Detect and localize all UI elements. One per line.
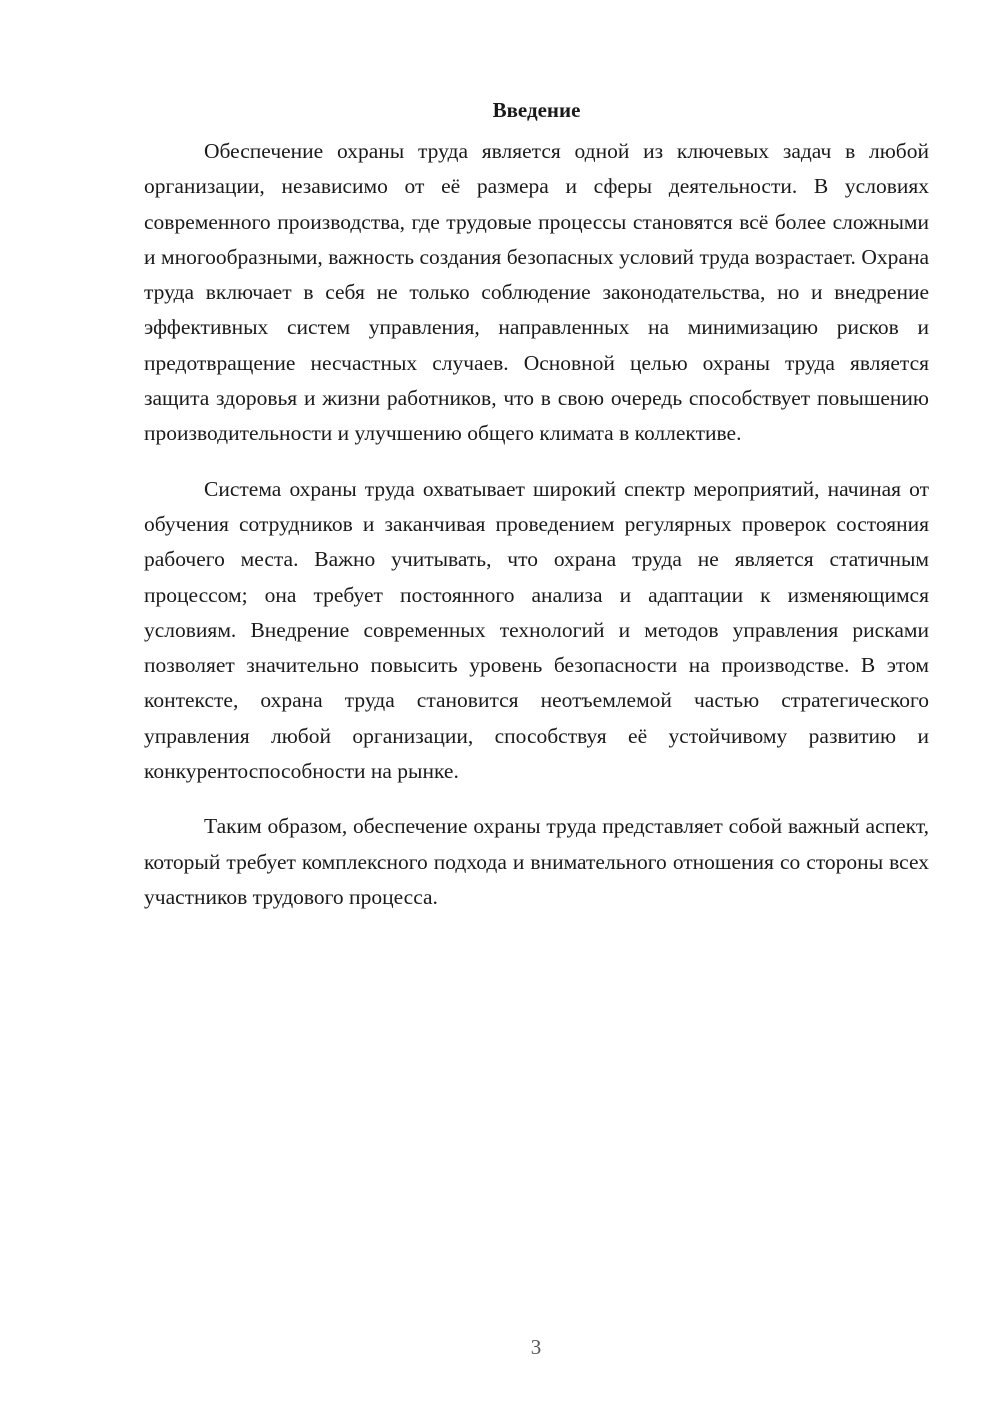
- paragraph-3: Таким образом, обеспечение охраны труда представляет собой важный аспект, который требует комплексного подхода и внимательного отношения со стороны всех участников трудового процесса.: [144, 814, 929, 909]
- section-heading: Введение: [492, 98, 581, 122]
- paragraph-1: Обеспечение охраны труда является одной из ключевых задач в любой организации, независимо от её размера и сферы деятельности. В условиях современного производства, где трудовые процессы становятся всё более сложными и многообразными, важность создания безопасных условий труда возрастает. Охрана труда включает в себя не только соблюдение законодательства, но и внедрение эффективных систем управления, направленных на минимизацию рисков и предотвращение несчастных случаев. Основной целью охраны труда является защита здоровья и жизни работников, что в свою очередь способствует повышению производительности и улучшению общего климата в коллективе.: [144, 139, 929, 446]
- paragraph-2: Система охраны труда охватывает широкий спектр мероприятий, начиная от обучения сотрудников и заканчивая проведением регулярных проверок состояния рабочего места. Важно учитывать, что охрана труда не является статичным процессом; она требует постоянного анализа и адаптации к изменяющимся условиям. Внедрение современных технологий и методов управления рисками позволяет значительно повысить уровень безопасности на производстве. В этом контексте, охрана труда становится неотъемлемой частью стратегического управления любой организации, способствуя её устойчивому развитию и конкурентоспособности на рынке.: [144, 476, 929, 784]
- page-content: [144, 94, 929, 915]
- page-number: 3: [530, 1335, 542, 1359]
